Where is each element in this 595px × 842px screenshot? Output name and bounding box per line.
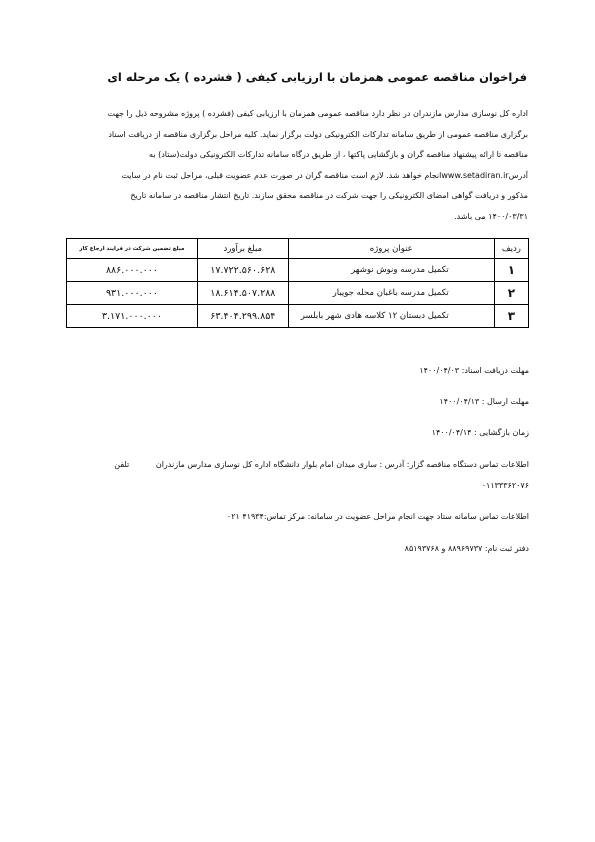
header-estimate: مبلغ برآورد (197, 239, 288, 259)
guarantee-amount: ۸۸۶.۰۰۰.۰۰۰ (67, 259, 198, 282)
table-row (67, 282, 529, 305)
header-project-title: عنوان پروژه (288, 239, 494, 259)
contact-address: اطلاعات تماس دستگاه مناقصه گزار: آدرس : ساری میدان امام بلوار دانشگاه اداره کل نوسازی مدارس مازندران (155, 460, 529, 469)
table-header-row (67, 239, 529, 259)
intro-line: مذکور و دریافت گواهی امضای الکترونیکی را جهت شرکت در مناقصه محقق سازند. تاریخ انتشار مناقصه در سامانه تاریخ (130, 191, 528, 200)
estimate-amount: ۱۷.۷۲۲.۵۶۰.۶۲۸ (197, 259, 288, 282)
guarantee-amount: ۹۳۱.۰۰۰.۰۰۰ (67, 282, 198, 305)
intro-paragraph (66, 104, 528, 227)
contact-info (59, 454, 529, 496)
registration-office: دفتر ثبت نام: ۸۸۹۶۹۷۳۷ و ۸۵۱۹۳۷۶۸ (404, 544, 529, 553)
send-deadline: مهلت ارسال : ۱۴۰۰/۰۴/۱۳ (439, 397, 529, 406)
page-title: فراخوان مناقصه عمومی همزمان با ارزیابی کیفی ( فشرده ) یک مرحله ای (107, 70, 527, 84)
intro-line: مناقصه تا ارائه پیشنهاد مناقصه گران و بازگشایی پاکتها ، از طریق درگاه سامانه تدارکات الکترونیکی دولت(ستاد) به (149, 150, 528, 159)
contact-phone-label: تلفن (114, 460, 130, 469)
intro-line: برگزاری مناقصه عمومی از طریق سامانه تدارکات الکترونیکی دولت برگزار نماید. کلیه مراحل برگزاری مناقصه از دریافت اسناد (108, 129, 528, 139)
intro-line: آدرسwww.setadiran.irانجام خواهد شد. لازم است مناقصه گران در صورت عدم عضویت قبلی، مراحل ثبت نام در سایت (121, 170, 528, 180)
contact-phone: ۰۱۱۳۳۳۶۲۰۷۶ (481, 481, 529, 490)
opening-time: زمان بازگشایی : ۱۴۰۰/۰۴/۱۴ (431, 428, 529, 437)
estimate-amount: ۶۳.۴۰۴.۲۹۹.۸۵۴ (197, 305, 288, 328)
receive-deadline: مهلت دریافت اسناد: ۱۴۰۰/۰۴/۰۳ (419, 366, 529, 375)
projects-table (66, 238, 529, 328)
row-number: ۳ (494, 305, 528, 328)
contact-address-line (59, 454, 529, 475)
row-number: ۱ (494, 259, 528, 282)
intro-line: اداره کل نوسازی مدارس مازندران در نظر دارد مناقصه عمومی همزمان با ارزیابی کیفی (فشرده ) پروژه مشروحه ذیل را جهت (107, 109, 528, 118)
project-title: تکمیل مدرسه ونوش نوشهر (288, 259, 494, 282)
project-title: تکمیل دبستان ۱۲ کلاسه هادی شهر بابلسر (288, 305, 494, 328)
setad-contact: اطلاعات تماس سامانه ستاد جهت انجام مراحل عضویت در سامانه: مرکز تماس:۴۱۹۳۴ ۰۲۱ (226, 512, 529, 521)
estimate-amount: ۱۸.۶۱۴.۵۰۷.۲۸۸ (197, 282, 288, 305)
project-title: تکمیل مدرسه باغبان محله جویبار (288, 282, 494, 305)
header-row-number: ردیف (494, 239, 528, 259)
guarantee-amount: ۳.۱۷۱.۰۰۰.۰۰۰ (67, 305, 198, 328)
table-row (67, 305, 529, 328)
table-row (67, 259, 529, 282)
intro-line: ۱۴۰۰/۰۳/۳۱ می باشد. (454, 211, 528, 221)
row-number: ۲ (494, 282, 528, 305)
header-guarantee: مبلغ تضمین شرکت در فرایند ارجاع کار (67, 239, 198, 259)
